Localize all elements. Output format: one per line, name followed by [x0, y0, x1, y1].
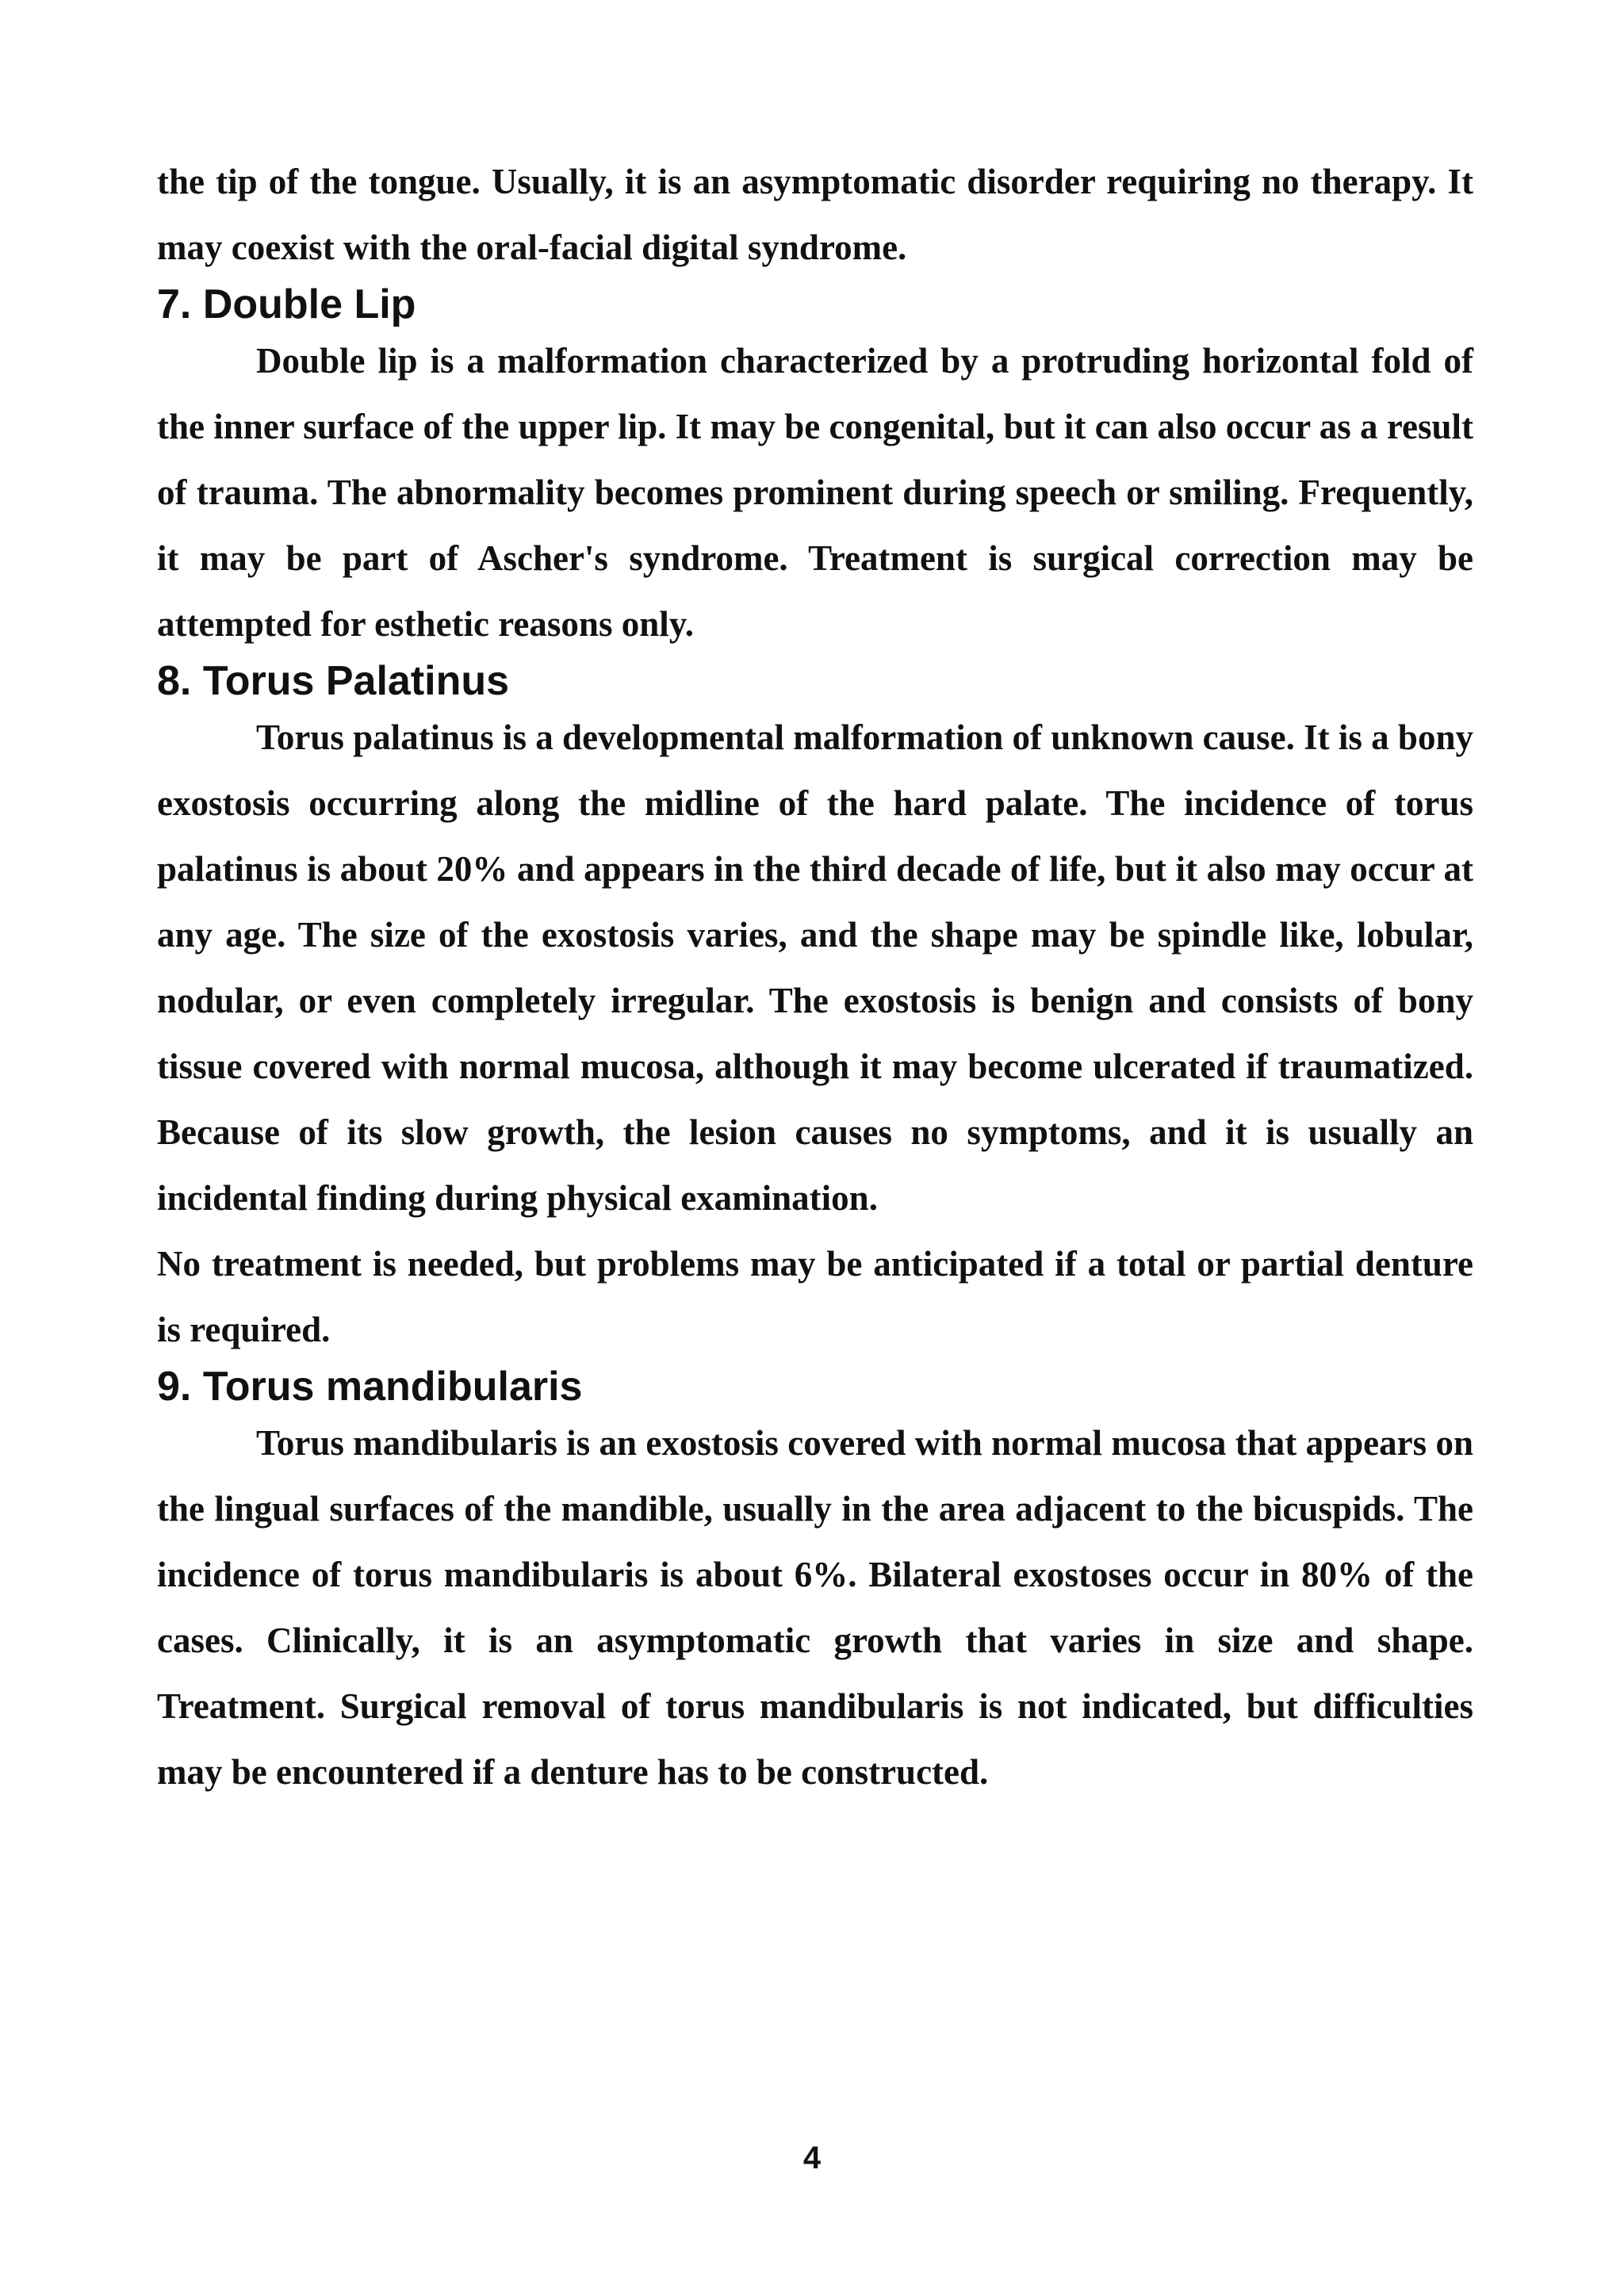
paragraph-torus-mandibularis: Torus mandibularis is an exostosis covered with normal mucosa that appears on the lingual surfaces of the mandible, usually in the area adjacent to the bicuspids. The incidence of torus mandibularis is about 6%. Bilateral exostoses occur in 80% of the cases. Clinically, it is an asymptomatic growth that varies in size and shape. Treatment. Surgical removal of torus mandibularis is not indicated, but difficulties may be encountered if a denture has to be constructed.	[157, 1423, 1473, 1792]
page-number: 4	[802, 2141, 822, 2175]
intro-paragraph: the tip of the tongue. Usually, it is an asymptomatic disorder requiring no therapy. It may coexist with the oral-facial digital syndrome.	[157, 162, 1473, 267]
section-heading-double-lip: 7. Double Lip	[157, 281, 416, 327]
paragraph-torus-palatinus: Torus palatinus is a developmental malformation of unknown cause. It is a bony exostosis occurring along the midline of the hard palate. The incidence of torus palatinus is about 20% and appears in the third decade of life, but it also may occur at any age. The size of the exostosis varies, and the shape may be spindle like, lobular, nodular, or even completely irregular. The exostosis is benign and consists of bony tissue covered with normal mucosa, although it may become ulcerated if traumatized. Because of its slow growth, the lesion causes no symptoms, and it is usually an incidental finding during physical examination.	[157, 718, 1473, 1218]
paragraph-double-lip: Double lip is a malformation characterized by a protruding horizontal fold of the inner surface of the upper lip. It may be congenital, but it can also occur as a result of trauma. The abnormality becomes prominent during speech or smiling. Frequently, it may be part of Ascher's syndrome. Treatment is surgical correction may be attempted for esthetic reasons only.	[157, 341, 1473, 644]
paragraph-torus-palatinus-treatment: No treatment is needed, but problems may be anticipated if a total or partial denture is required.	[157, 1244, 1473, 1349]
section-heading-torus-mandibularis: 9. Torus mandibularis	[157, 1364, 583, 1410]
section-heading-torus-palatinus: 8. Torus Palatinus	[157, 658, 510, 704]
page-content	[157, 149, 1473, 1805]
